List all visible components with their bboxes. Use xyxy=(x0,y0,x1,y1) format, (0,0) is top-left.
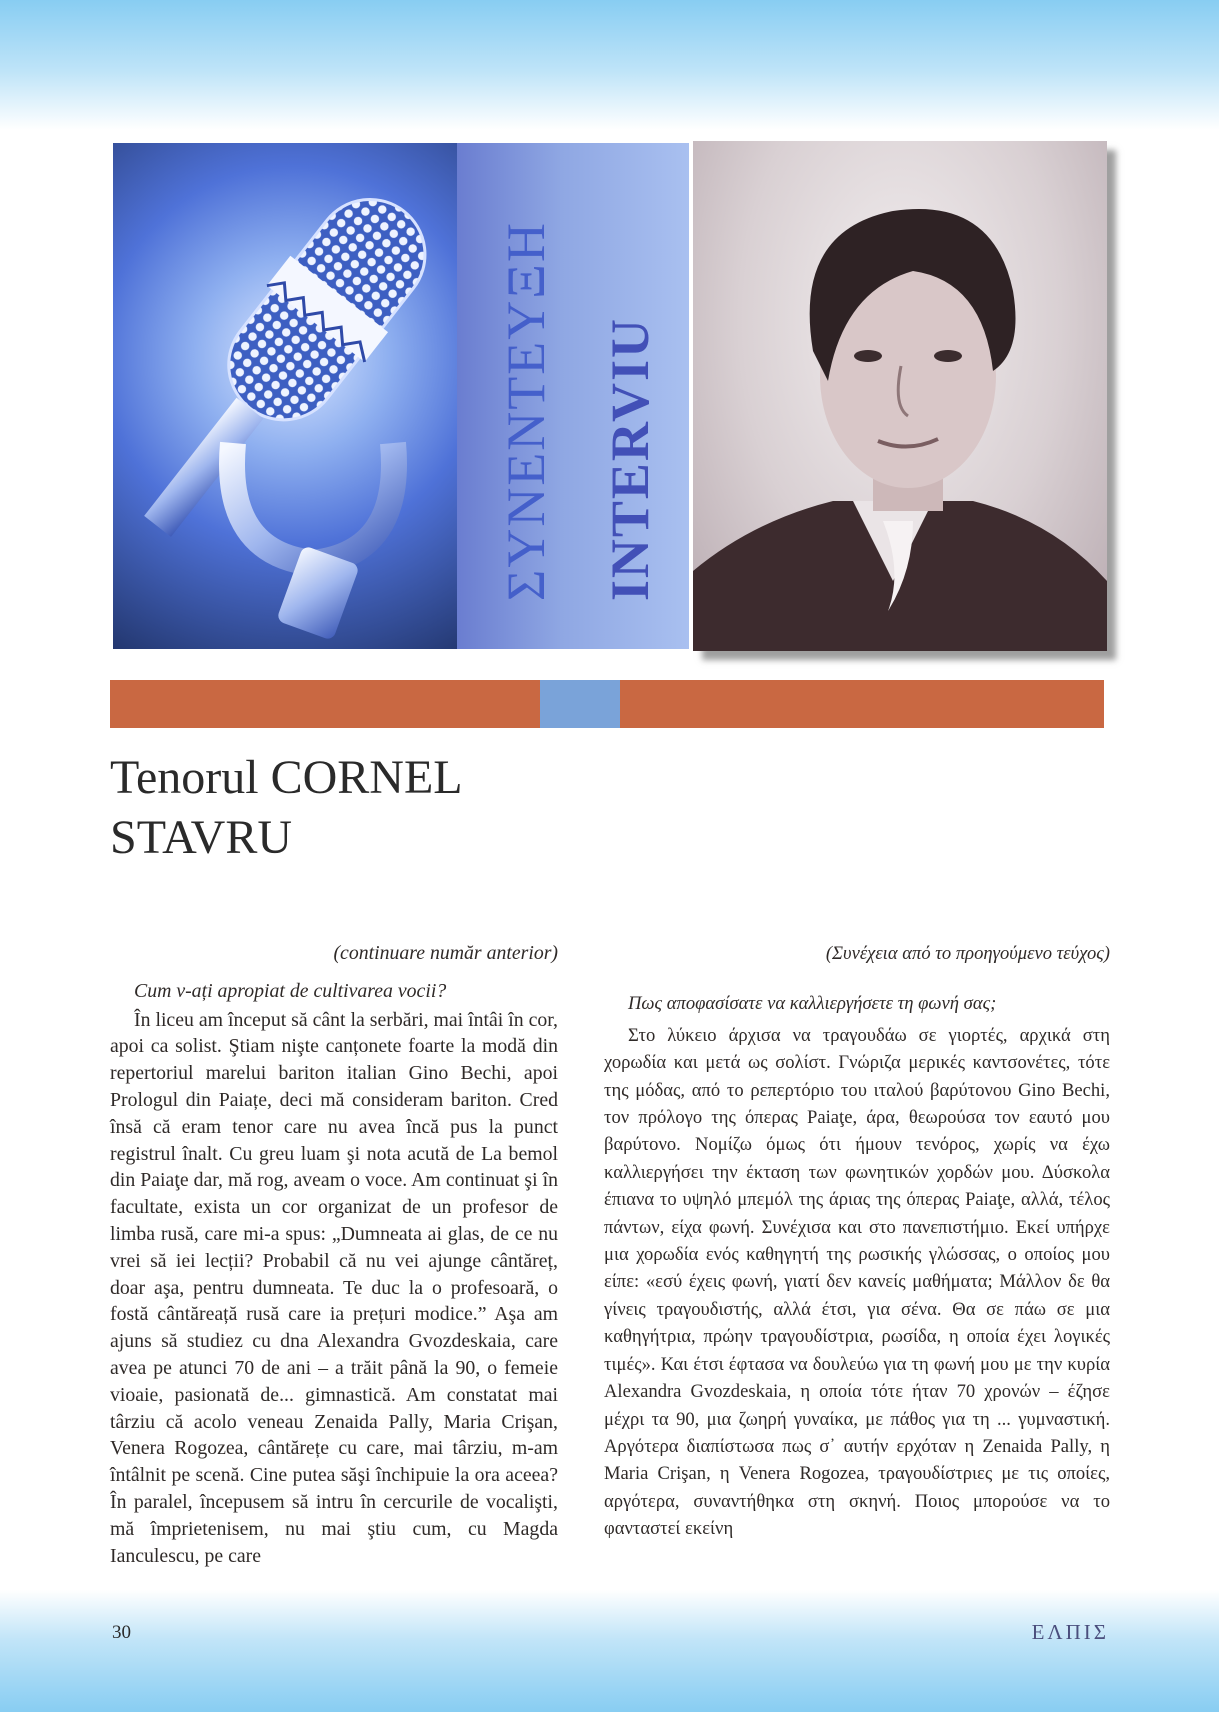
top-gradient-band xyxy=(0,0,1219,130)
answer-ro: În liceu am început să cânt la serbări, mai întâi în cor, apoi ca solist. Ştiam nişte canțonete foarte la modă din repertoriul marelui bariton italian Gino Bechi, apoi Prologul din Paiațe, deci mă consideram bariton. Cred însă că eram tenor care nu avea încă pus la punct registrul înalt. Cu greu luam şi nota acută de La bemol din Paiaţe dar, mă rog, aveam o voce. Am continuat şi în facultate, exista un cor organizat de un profesor de limba rusă, care mi-a spus: „Dumneata ai glas, de ce nu vrei să iei lecții? Probabil că nu vei ajunge cântăreț, doar aşa, pentru dumneata. Te duc la o profesoară, o fostă cântăreață rusă care ia prețuri modice.” Aşa am ajuns să studiez cu dna Alexandra Gvozdeskaia, care avea pe atunci 70 de ani – a trăit până la 90, o femeie vioaie, pasionată de... gimnastică. Am constatat mai târziu că acolo veneau Zenaida Pally, Maria Crişan, Venera Rogozea, cântărețe cu care, mai târziu, m-am întâlnit pe scenă. Cine putea săşi închipuie la ora aceea? În paralel, începusem să intru în cercurile de vocalişti, mă împrietenisem, nu mai ştiu cum, cu Magda Ianculescu, pe care xyxy=(110,1008,558,1567)
continuation-note-ro: (continuare număr anterior) xyxy=(333,942,558,964)
interview-banner xyxy=(457,143,689,649)
page-number: 30 xyxy=(112,1622,131,1643)
bottom-gradient-band xyxy=(0,1590,1219,1712)
romanian-column xyxy=(110,940,558,1569)
portrait-image xyxy=(693,141,1107,651)
title-line-1: Tenorul CORNEL xyxy=(110,751,463,804)
question-el: Πως αποφασίσατε να καλλιεργήσετε τη φωνή σας; xyxy=(628,993,997,1015)
microphone-illustration xyxy=(113,143,457,649)
accent-bar-left xyxy=(110,680,540,728)
portrait-photo xyxy=(693,141,1107,651)
title-line-2: STAVRU xyxy=(110,811,292,864)
accent-bar-middle xyxy=(540,680,620,728)
question-ro: Cum v-ați apropiat de cultivarea vocii? xyxy=(134,979,447,1002)
magazine-name: ΕΛΠΙΣ xyxy=(1031,1620,1109,1644)
answer-el: Στο λύκειο άρχισα να τραγουδάω σε γιορτές, αρχικά στη χορωδία και μετά ως σολίστ. Γνώριζα μερικές καντσονέτες, τότε της μόδας, από το ρεπερτόριο του ιταλού βαρύτονου Gino Bechi, τον πρόλογο της όπερας Paiaţe, άρα, θεωρούσα τον εαυτό μου βαρύτονο. Νομίζω όμως ότι ήμουν τενόρος, χωρίς να έχω καλλιεργήσει την έκταση των φωνητικών χορδών μου. Δύσκολα έπιανα το υψηλό μπεμόλ της άριας της όπερας Paiaţe, αλλά, τέλος πάντων, είχα φωνή. Συνέχισα και στο πανεπιστήμιο. Εκεί υπήρχε μια χορωδία ενός καθηγητή της ρωσικής γλώσσας, ο οποίος μου είπε: «εσύ έχεις φωνή, γιατί δεν κανείς μαθήματα; Μάλλον δε θα γίνεις τραγουδιστής, αλλά έτσι, για σένα. Θα σε πάω σε μια καθηγήτρια, πρώην τραγουδίστρια, ρωσίδα, η οποία έχει λογικές τιμές». Και έτσι έφτασα να δουλεύω για τη φωνή μου με την κυρία Alexandra Gvozdeskaia, η οποία τότε ήταν 70 χρονών – έζησε μέχρι τα 90, μια ζωηρή γυναίκα, με πάθος για τη ... γυμναστική. Αργότερα διαπίστωσα πως σ᾽ αυτήν ερχόταν η Zenaida Pally, η Maria Crişan, η Venera Rogozea, τραγουδίστριες με τις οποίες, αργότερα, συναντήθηκα στη σκηνή. Ποιος μπορούσε να το φανταστεί εκείνη xyxy=(604,1024,1110,1540)
article-title xyxy=(110,748,710,868)
banner-romanian-text: INTERVIU xyxy=(600,316,660,601)
continuation-note-el: (Συνέχεια από το προηγούμενο τεύχος) xyxy=(825,943,1110,964)
greek-column xyxy=(604,940,1110,1543)
microphone-icon xyxy=(113,143,457,649)
banner-greek-text: ΣΥΝΕΝΤΕΥΞΗ xyxy=(496,220,556,601)
accent-bar-right xyxy=(620,680,1104,728)
